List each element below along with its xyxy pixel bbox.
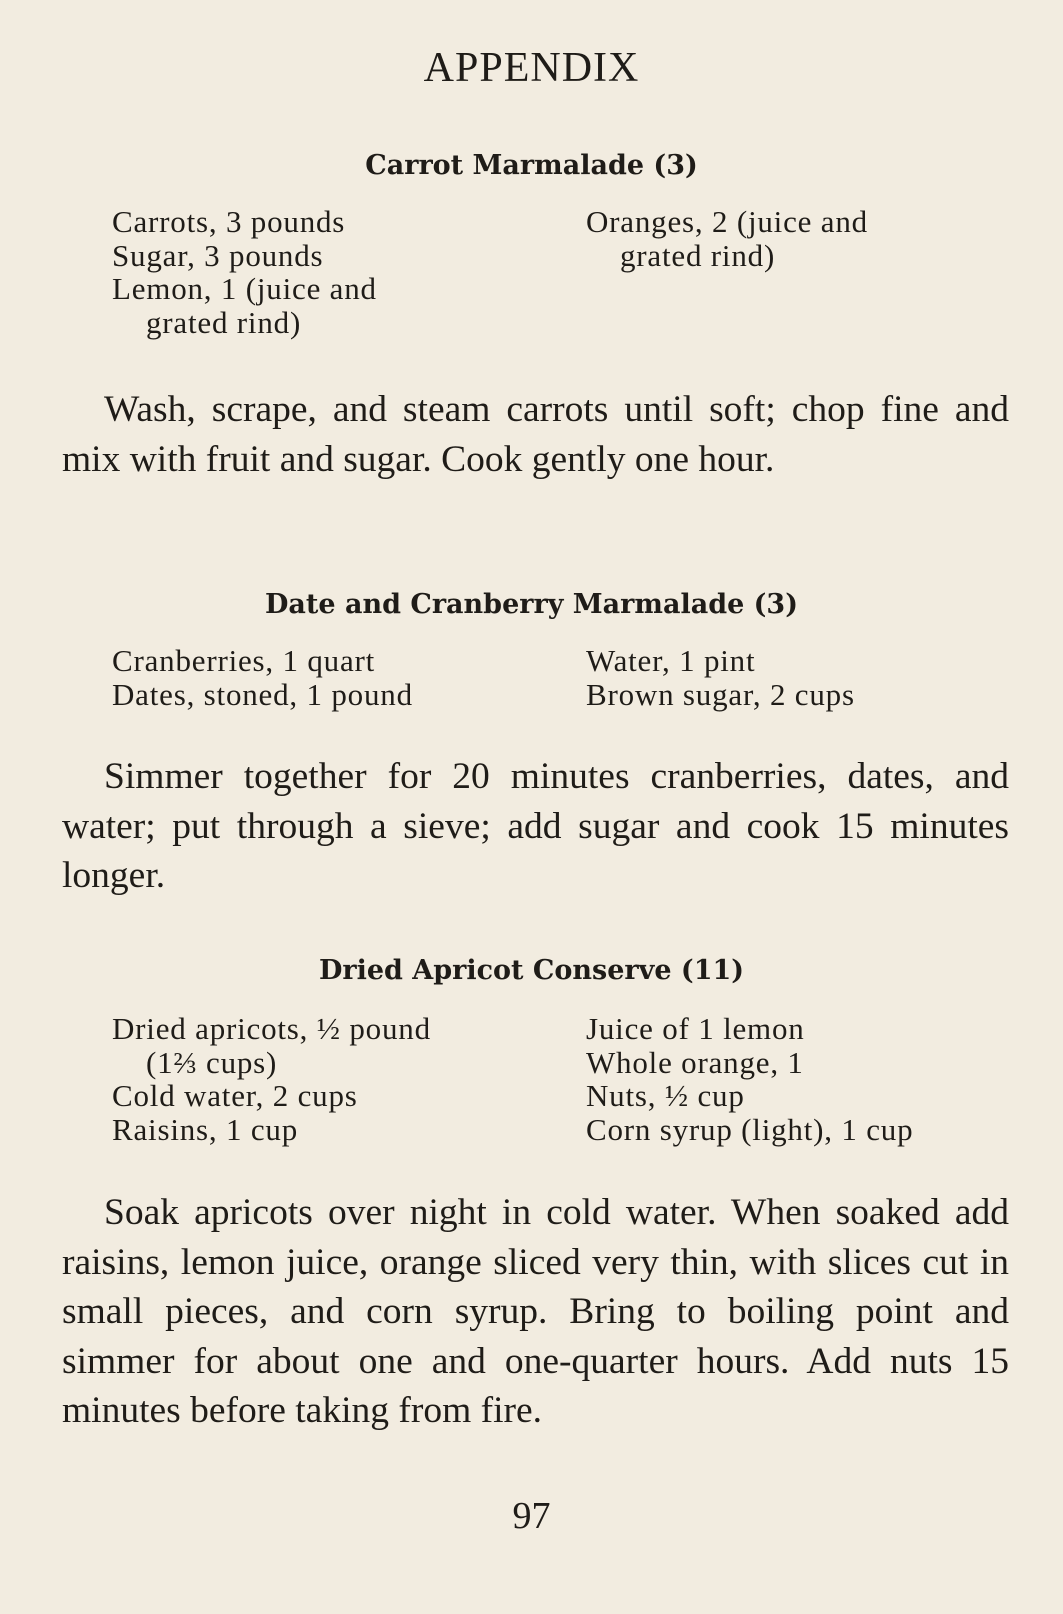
ingredient-line: Oranges, 2 (juice and [586,204,868,239]
running-head: APPENDIX [423,45,640,91]
method-dried-apricot-conserve [62,1188,1009,1436]
ingredient-line: Cold water, 2 cups [112,1078,358,1113]
ingredients-right-date-cranberry-marmalade [586,644,855,711]
ingredients-left-carrot-marmalade [112,205,377,339]
method-carrot-marmalade [62,385,1009,484]
ingredients-left-date-cranberry-marmalade [112,644,413,711]
ingredient-line: Dried apricots, ½ pound [112,1011,431,1046]
ingredient-line: Lemon, 1 (juice and [112,271,377,306]
ingredient-line: Sugar, 3 pounds [112,237,324,273]
ingredient-line: Raisins, 1 cup [112,1111,298,1147]
ingredient-line: Water, 1 pint [586,643,756,678]
method-date-cranberry-marmalade [62,752,1009,901]
method-text: Soak apricots over night in cold water. When soaked add raisins, lemon juice, orange sliced very thin, with slices cut in small pieces, and corn syrup. Bring to boiling point and simmer for about one and one-quarter hours. Add nuts 15 minutes before taking from fire. [62,1192,1009,1431]
recipe-title-date-cranberry-marmalade: Date and Cranberry Marmalade (3) [264,589,798,620]
ingredients-left-dried-apricot-conserve [112,1012,431,1146]
ingredient-line: (1⅔ cups) [146,1044,278,1080]
ingredient-line: grated rind) [620,237,776,273]
recipe-title-carrot-marmalade: Carrot Marmalade (3) [365,150,698,181]
ingredient-line: Brown sugar, 2 cups [586,676,855,712]
ingredients-right-dried-apricot-conserve [586,1012,913,1146]
ingredient-line: Carrots, 3 pounds [112,204,346,239]
method-text: Simmer together for 20 minutes cranberries, dates, and water; put through a sieve; add sugar and cook 15 minutes longer. [62,756,1009,896]
ingredients-right-carrot-marmalade [586,205,868,272]
recipe-title-dried-apricot-conserve: Dried Apricot Conserve (11) [318,955,745,986]
ingredient-line: Corn syrup (light), 1 cup [586,1111,914,1147]
method-text: Wash, scrape, and steam carrots until soft; chop fine and mix with fruit and sugar. Cook gently one hour. [62,389,1009,480]
ingredient-line: Juice of 1 lemon [586,1011,805,1046]
ingredient-line: Nuts, ½ cup [586,1078,745,1113]
ingredient-line: Cranberries, 1 quart [112,643,376,678]
ingredient-line: Dates, stoned, 1 pound [112,676,413,712]
ingredient-line: grated rind) [146,304,302,340]
ingredient-line: Whole orange, 1 [586,1044,804,1080]
page-number: 97 [512,1495,551,1537]
